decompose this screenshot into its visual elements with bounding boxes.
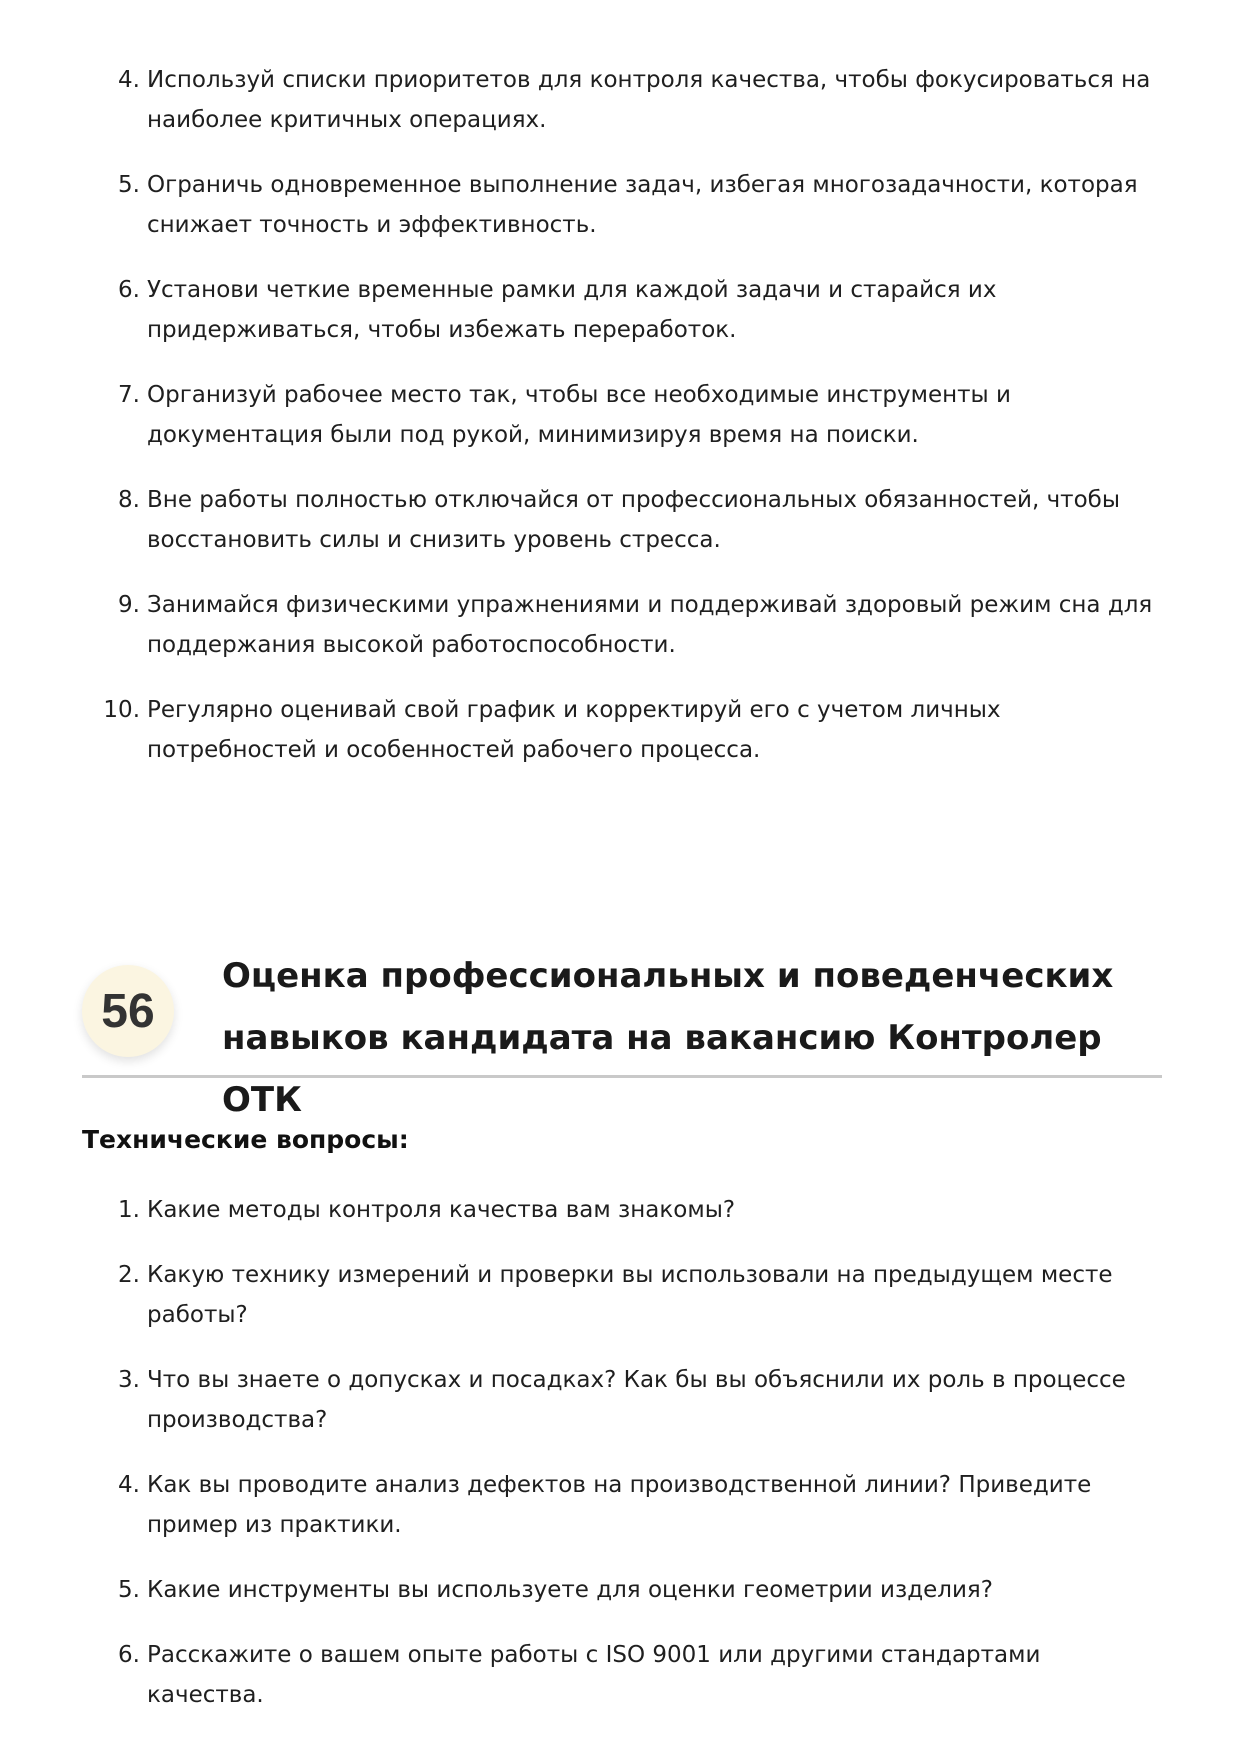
list-item-number: 1. [118, 1197, 140, 1223]
list-item-number: 5. [118, 1577, 140, 1603]
list-item [0, 585, 1157, 665]
section-number-badge: 56 [82, 965, 174, 1057]
list-item-number: 4. [118, 1472, 140, 1498]
list-item [0, 480, 1157, 560]
list-item-number: 6. [118, 277, 140, 303]
list-item-number: 8. [118, 487, 140, 513]
list-item-text: Организуй рабочее место так, чтобы все необходимые инструменты и документация были под рукой, минимизируя время на поиски. [147, 382, 1011, 448]
section-title: Оценка профессиональных и поведенческих навыков кандидата на вакансию Контролер ОТК [222, 956, 1114, 1120]
list-item-text: Используй списки приоритетов для контроля качества, чтобы фокусироваться на наиболее критичных операциях. [147, 67, 1151, 133]
list-item [0, 1635, 1157, 1715]
list-item [0, 690, 1157, 770]
list-item-text: Как вы проводите анализ дефектов на производственной линии? Приведите пример из практики. [147, 1472, 1092, 1538]
list-item [0, 1465, 1157, 1545]
list-item-number: 7. [118, 382, 140, 408]
list-item [0, 1360, 1157, 1440]
list-item [0, 60, 1157, 140]
list-item [0, 375, 1157, 455]
list-item-text: Расскажите о вашем опыте работы с ISO 9001 или другими стандартами качества. [147, 1642, 1041, 1708]
list-item-text: Занимайся физическими упражнениями и поддерживай здоровый режим сна для поддержания высокой работоспособности. [147, 592, 1153, 658]
list-item [0, 1570, 1157, 1610]
list-item-text: Какие инструменты вы используете для оценки геометрии изделия? [147, 1577, 993, 1603]
list-item-number: 9. [118, 592, 140, 618]
list-item-number: 3. [118, 1367, 140, 1393]
list-item-text: Какие методы контроля качества вам знакомы? [147, 1197, 736, 1223]
list-item-number: 5. [118, 172, 140, 198]
list-item-text: Регулярно оценивай свой график и корректируй его с учетом личных потребностей и особенностей рабочего процесса. [147, 697, 1001, 763]
subheading: Технические вопросы: [82, 1125, 409, 1154]
list-item-number: 2. [118, 1262, 140, 1288]
list-item [0, 1190, 1157, 1230]
list-item-number: 10. [103, 697, 140, 723]
section-header [82, 945, 1162, 1120]
list-item-text: Вне работы полностью отключайся от профессиональных обязанностей, чтобы восстановить силы и снизить уровень стресса. [147, 487, 1120, 553]
questions-list [0, 1190, 1239, 1740]
list-item [0, 165, 1157, 245]
list-item [0, 270, 1157, 350]
list-item-number: 4. [118, 67, 140, 93]
list-item [0, 1255, 1157, 1335]
list-item-text: Установи четкие временные рамки для каждой задачи и старайся их придерживаться, чтобы избежать переработок. [147, 277, 997, 343]
list-item-number: 6. [118, 1642, 140, 1668]
list-item-text: Что вы знаете о допусках и посадках? Как бы вы объяснили их роль в процессе производства? [147, 1367, 1126, 1433]
tips-list [0, 60, 1239, 795]
list-item-text: Ограничь одновременное выполнение задач, избегая многозадачности, которая снижает точность и эффективность. [147, 172, 1138, 238]
list-item-text: Какую технику измерений и проверки вы использовали на предыдущем месте работы? [147, 1262, 1113, 1328]
